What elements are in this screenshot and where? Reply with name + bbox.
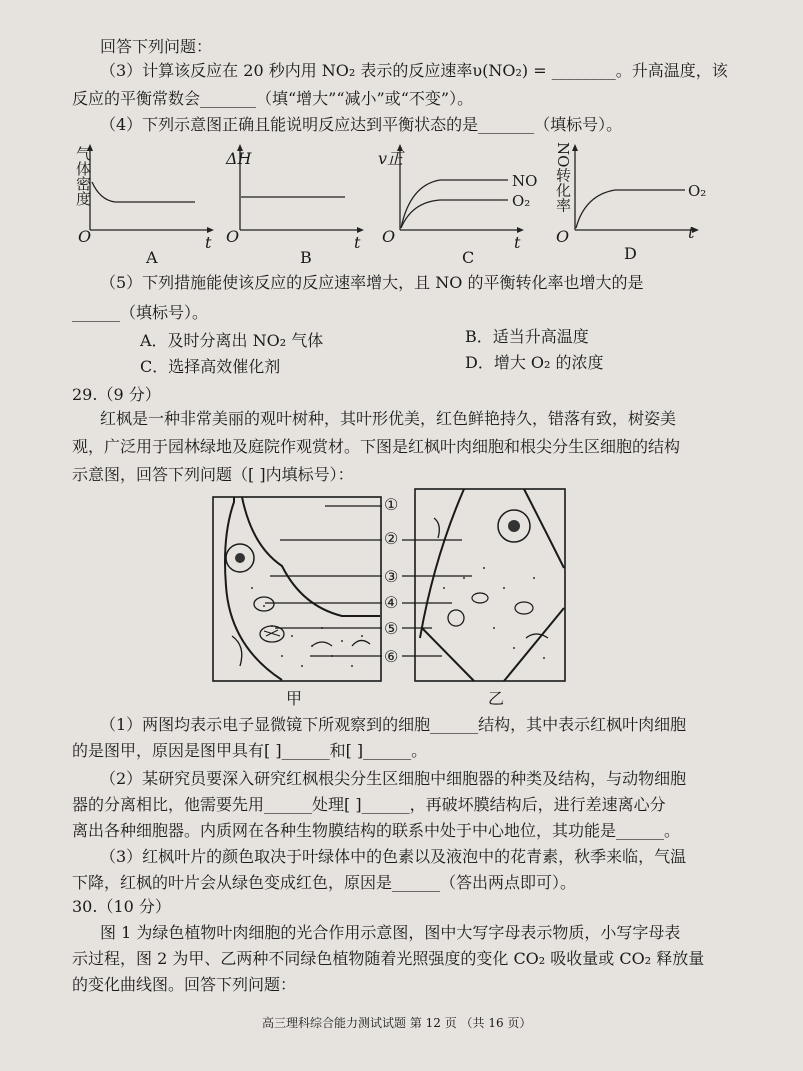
q5-option-c: C．选择高效催化剂 [140,357,281,376]
q29-1b: 的是图甲，原因是图甲具有[ ]______和[ ]______。 [72,741,428,760]
q5-option-a: A．及时分离出 NO₂ 气体 [140,331,324,350]
q29-2a: （2）某研究员要深入研究红枫根尖分生区细胞中细胞器的种类及结构，与动物细胞 [100,769,687,788]
graph-b-ylabel: ΔH [226,149,252,168]
graph-d-origin: O [556,227,570,246]
graph-d-series-o2: O₂ [688,182,707,200]
q29-p3: 示意图，回答下列问题（[ ]内填标号）： [72,465,354,484]
q29-2b: 器的分离相比，他需要先用______处理[ ]______，再破坏膜结构后，进行差速离心分 [72,795,666,814]
q5-line1: （5）下列措施能使该反应的反应速率增大，且 NO 的平衡转化率也增大的是 [100,273,644,292]
q30-header: 30.（10 分） [72,897,171,916]
q29-2c: 离出各种细胞器。内质网在各种生物膜结构的联系中处于中心地位，其功能是______。 [72,821,681,840]
cell-label-5: ⑤ [384,619,399,638]
graph-b-xlabel: t [354,233,361,252]
q29-p2: 观，广泛用于园林绿地及庭院作观赏材。下图是红枫叶肉细胞和根尖分生区细胞的结构 [72,437,681,456]
q30-p3: 的变化曲线图。回答下列问题： [72,975,297,994]
graph-c-series-o2: O₂ [512,192,531,210]
q30-p2: 示过程，图 2 为甲、乙两种不同绿色植物随着光照强度的变化 CO₂ 吸收量或 CO₂ 释放量 [72,949,705,968]
q5-line2: ______（填标号）。 [72,303,209,322]
cell-caption-jia: 甲 [286,689,303,708]
graph-a-label: A [146,248,158,267]
q30-p1: 图 1 为绿色植物叶肉细胞的光合作用示意图，图中大写字母表示物质，小写字母表 [100,923,681,942]
graph-b-origin: O [226,227,240,246]
q29-1a: （1）两图均表示电子显微镜下所观察到的细胞______结构，其中表示红枫叶肉细胞 [100,715,687,734]
page-footer: 高三理科综合能力测试试题 第 12 页 （共 16 页） [262,1016,532,1030]
cell-label-2: ② [384,529,399,548]
q3-line2: 反应的平衡常数会_______（填“增大”“减小”或“不变”）。 [72,89,474,108]
graph-c-origin: O [382,227,396,246]
q29-3b: 下降，红枫的叶片会从绿色变成红色，原因是______（答出两点即可）。 [72,873,577,892]
cell-label-6: ⑥ [384,647,399,666]
cell-label-1: ① [384,495,399,514]
q3-line1: （3）计算该反应在 20 秒内用 NO₂ 表示的反应速率υ(NO₂) = ________。升高温度，该 [100,61,728,80]
cell-label-3: ③ [384,567,399,586]
graph-c-series-no: NO [512,172,538,190]
graph-c-ylabel: v正 [378,149,404,168]
q29-3a: （3）红枫叶片的颜色取决于叶绿体中的色素以及液泡中的花青素，秋季来临，气温 [100,847,687,866]
q5-option-d: D．增大 O₂ 的浓度 [465,353,604,372]
graph-a-origin: O [78,227,92,246]
cell-label-lines-right [402,496,472,666]
q29-p1: 红枫是一种非常美丽的观叶树种，其叶形优美，红色鲜艳持久，错落有致，树姿美 [100,409,677,428]
graph-b-label: B [300,248,312,267]
cell-label-4: ④ [384,593,399,612]
graph-d-label: D [624,244,637,263]
cell-label-lines [240,496,390,666]
graph-d-ylabel: NO转化率 [554,142,572,213]
q5-option-b: B．适当升高温度 [465,327,589,346]
graph-d [555,140,705,260]
graph-a-xlabel: t [205,233,212,252]
cell-caption-yi: 乙 [488,689,505,708]
graph-a-ylabel: 气体密度 [74,146,92,206]
graph-c-xlabel: t [514,233,521,252]
intro-text: 回答下列问题： [100,37,213,56]
q4-text: （4）下列示意图正确且能说明反应达到平衡状态的是_______（填标号）。 [100,115,623,134]
graph-d-xlabel: t [688,223,695,242]
graph-c-label: C [462,248,475,267]
q29-header: 29.（9 分） [72,385,161,404]
